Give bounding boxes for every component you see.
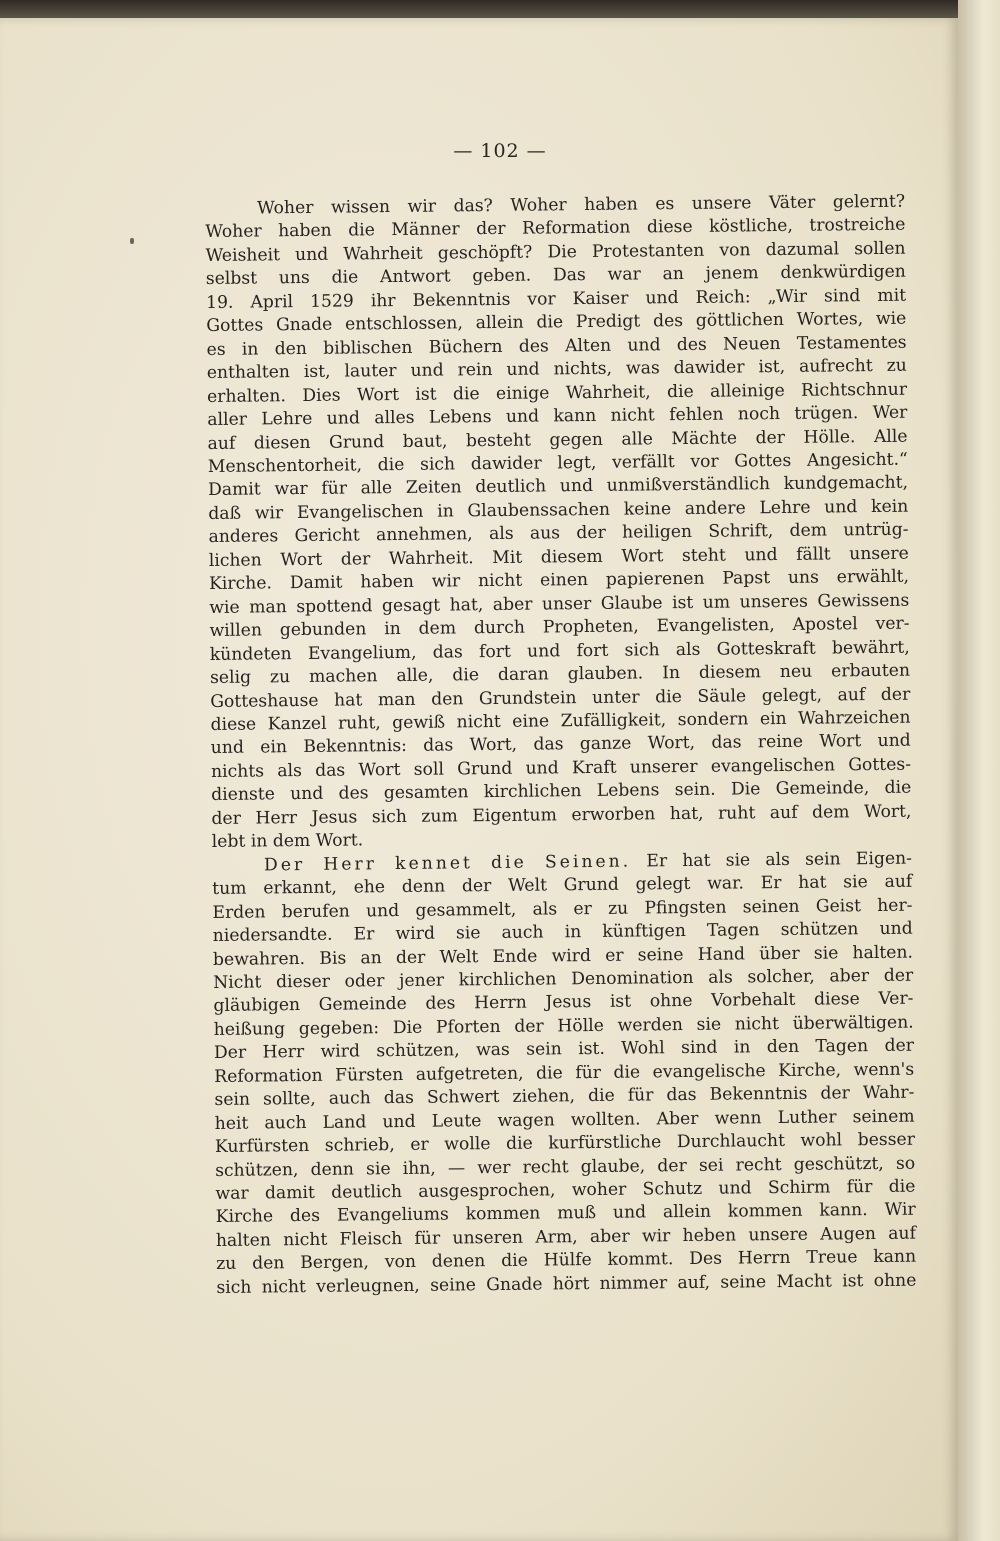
text-line: sich nicht verleugnen, seine Gnade hört nimmer auf, seine Macht ist ohne: [216, 1270, 917, 1298]
text-line: Erden berufen und gesammelt, als er zu Pfingsten seinen Geist her-: [212, 895, 913, 923]
text-line: auf diesen Grund baut, besteht gegen alle Mächte der Hölle. Alle: [207, 426, 908, 454]
text-line: Der Herr wird schützen, was sein ist. Wohl sind in den Tagen der: [213, 1035, 915, 1064]
text-line: 19. April 1529 ihr Bekenntnis vor Kaiser und Reich: „Wir sind mit: [205, 285, 907, 313]
text-line: sein sollte, auch das Schwert ziehen, die für das Bekenntnis der Wahr-: [214, 1082, 915, 1111]
text-line: Woher wissen wir das? Woher haben es unsere Väter gelernt?: [257, 191, 906, 219]
text-line: Kurfürsten schrieb, er wolle die kurfürstliche Durchlaucht wohl besser: [214, 1129, 916, 1158]
text-line: Weisheit und Wahrheit geschöpft? Die Protestanten von dazumal sollen: [205, 238, 906, 266]
paragraph-2: [212, 847, 917, 1300]
text-line: tum erkannt, ehe denn der Welt Grund gelegt war. Er hat sie auf: [212, 871, 913, 900]
text-line: kündeten Evangelium, das fort und fort sich als Gotteskraft bewährt,: [209, 637, 910, 665]
text-line: erhalten. Dies Wort ist die einige Wahrheit, die alleinige Richtschnur: [206, 379, 908, 407]
text-line: aller Lehre und alles Lebens und kann nicht fehlen noch trügen. Wer: [207, 402, 908, 431]
text-line: Reformation Fürsten aufgetreten, die für die evangelische Kirche, wenn's: [214, 1059, 915, 1087]
text-line: halten nicht Fleisch für unseren Arm, aber wir heben unsere Augen auf: [215, 1223, 916, 1251]
text-line: Kirche. Damit haben wir nicht einen papierenen Papst uns erwählt,: [208, 566, 910, 595]
text-line: war damit deutlich ausgesprochen, woher Schutz und Schirm für die: [215, 1176, 916, 1204]
text-line: und ein Bekenntnis: das Wort, das ganze Wort, das reine Wort und: [210, 731, 911, 759]
text-line: gläubigen Gemeinde des Herrn Jesus ist ohne Vorbehalt diese Ver-: [213, 989, 914, 1017]
spaced-emphasis: Der Herr kennet die Seinen.: [263, 851, 632, 876]
text-line: selbst uns die Antwort geben. Das war an jenem denkwürdigen: [205, 262, 906, 290]
text-line: selig zu machen alle, die daran glauben. In diesem neu erbauten: [209, 660, 911, 689]
text-line: enthalten ist, lauter und rein und nichts, was dawider ist, aufrecht zu: [206, 355, 907, 384]
text-line: daß wir Evangelischen in Glaubenssachen keine andere Lehre und kein: [208, 496, 909, 524]
page-number: — 102 —: [453, 140, 547, 162]
text-line: heit auch Land und Leute wagen wollten. Aber wenn Luther seinem: [214, 1106, 915, 1134]
text-line: niedersandte. Er wird sie auch in künftigen Tagen schützen und: [212, 918, 913, 947]
text-line: Kirche des Evangeliums kommen muß und allein kommen kann. Wir: [215, 1200, 916, 1228]
text-line: Menschentorheit, die sich dawider legt, verfällt vor Gottes Angesicht.“: [207, 449, 908, 477]
text-line: heißung gegeben: Die Pforten der Hölle werden sie nicht überwältigen.: [213, 1012, 914, 1040]
text-line: der Herr Jesus sich zum Eigentum erworben hat, ruht auf dem Wort,: [211, 801, 912, 829]
text-line: dienste und des gesamten kirchlichen Lebens sein. Die Gemeinde, die: [211, 777, 912, 806]
body-text: [205, 191, 917, 1301]
paragraph-1: [205, 191, 912, 855]
text-line: lichen Wort der Wahrheit. Mit diesem Wort steht und fällt unsere: [208, 543, 909, 571]
text-line: Damit war für alle Zeiten deutlich und unmißverständlich kundgemacht,: [207, 473, 909, 501]
text-line: zu den Bergen, von denen die Hülfe kommt. Des Herrn Treue kann: [216, 1247, 917, 1275]
book-fore-edge: [958, 0, 1000, 1541]
text-line: Gottes Gnade entschlossen, allein die Predigt des göttlichen Wortes, wie: [206, 308, 907, 337]
text-line: diese Kanzel ruht, gewiß nicht eine Zufälligkeit, sondern ein Wahrzeichen: [210, 707, 911, 735]
text-line: Gotteshause hat man den Grundstein unter die Säule gelegt, auf der: [210, 684, 911, 712]
text-line: nichts als das Wort soll Grund und Kraft unserer evangelischen Gottes-: [210, 754, 912, 782]
margin-mark: [130, 238, 134, 244]
text-line: lebt in dem Wort.: [211, 830, 364, 853]
text-line: willen gebunden in dem durch Propheten, Evangelisten, Apostel ver-: [209, 613, 910, 642]
text-line: es in den biblischen Büchern des Alten und des Neuen Testamentes: [206, 332, 907, 360]
text-line-rest: Er hat sie als sein Eigen-: [631, 848, 913, 872]
text-line: Woher haben die Männer der Reformation diese köstliche, trostreiche: [205, 215, 906, 243]
text-line: schützen, denn sie ihn, — wer recht glaube, der sei recht geschützt, so: [215, 1153, 916, 1181]
text-line: anderes Gericht annehmen, als aus der heiligen Schrift, dem untrüg-: [208, 519, 909, 548]
text-line: wie man spottend gesagt hat, aber unser Glaube ist um unseres Gewissens: [209, 590, 910, 618]
text-line: bewahren. Bis an der Welt Ende wird er seine Hand über sie halten.: [212, 942, 914, 970]
text-line: Nicht dieser oder jener kirchlichen Denomination als solcher, aber der: [213, 965, 914, 993]
